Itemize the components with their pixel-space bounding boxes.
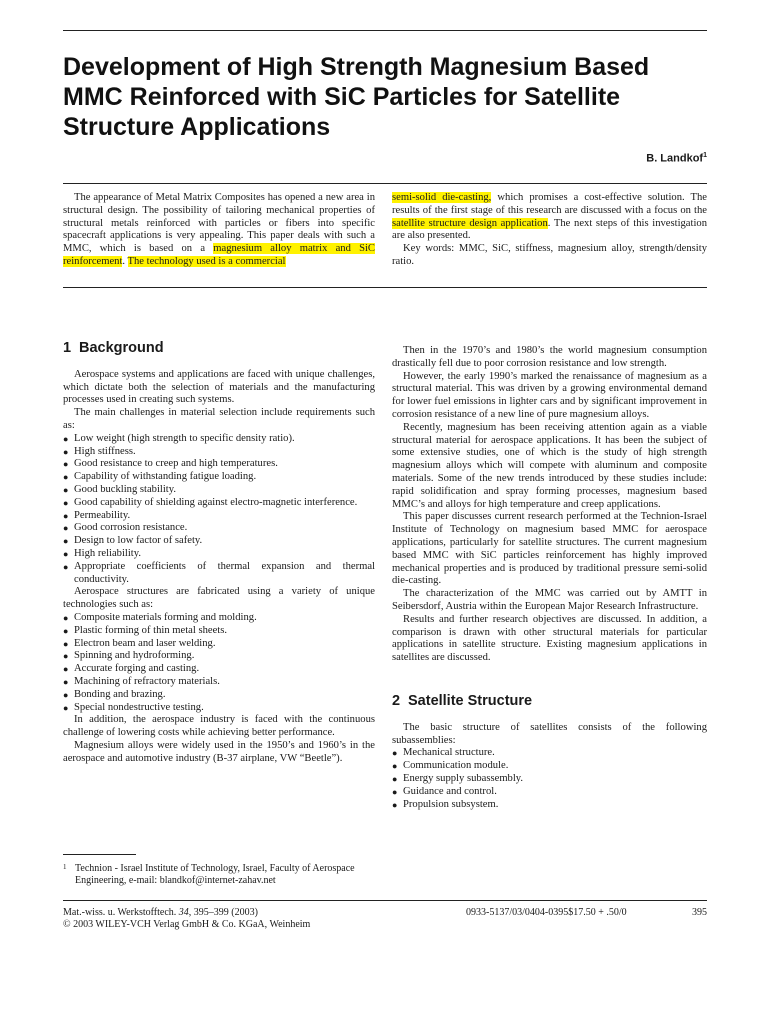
page-number: 395 <box>692 907 707 918</box>
list-item: ● Good capability of shielding against electro-magnetic interference. <box>63 496 358 508</box>
footnote-text: Technion - Israel Institute of Technology, Israel, Faculty of Aerospace Engineering, e-mail: blandkof@internet-zahav.net <box>75 863 355 886</box>
bullet-icon: ● <box>63 484 69 495</box>
list-item: ● Bonding and brazing. <box>63 688 166 700</box>
list-item: ● Design to low factor of safety. <box>63 535 203 547</box>
right-column <box>392 345 707 811</box>
abstract-highlight: magnesium alloy matrix and SiC reinforcement <box>63 243 375 267</box>
list-item: ● Low weight (high strength to specific density ratio). <box>63 432 295 444</box>
list-item: ● High stiffness. <box>63 445 136 457</box>
list-item: ● Good buckling stability. <box>63 483 177 495</box>
bullet-icon: ● <box>392 748 398 759</box>
top-rule <box>63 30 707 31</box>
bullet-icon: ● <box>63 446 69 457</box>
bullet-icon: ● <box>392 786 398 797</box>
bullet-icon: ● <box>63 676 69 687</box>
bullet-icon: ● <box>392 761 398 772</box>
list-item: ● Machining of refractory materials. <box>63 675 220 687</box>
author <box>646 152 707 165</box>
bullet-icon: ● <box>63 510 69 521</box>
section-number: 1 <box>63 340 72 356</box>
bullet-icon: ● <box>63 561 69 572</box>
list-item: ● Electron beam and laser welding. <box>63 637 216 649</box>
bullet-icon: ● <box>63 472 69 483</box>
bullet-icon: ● <box>63 702 69 713</box>
list-item: ● High reliability. <box>63 547 141 559</box>
abstract-text: . <box>122 255 128 267</box>
list-item: ● Appropriate coefficients of thermal expansion and thermal conductivity. <box>63 560 375 585</box>
subassemblies-list <box>392 747 707 811</box>
bullet-icon: ● <box>63 689 69 700</box>
section-number: 2 <box>392 692 401 709</box>
journal-volume: 34 <box>178 907 189 918</box>
article-title <box>63 52 713 142</box>
body-paragraph: The main challenges in material selection include requirements such as: <box>63 407 375 431</box>
bullet-icon: ● <box>392 773 398 784</box>
bullet-icon: ● <box>63 548 69 559</box>
author-name: B. Landkof <box>646 152 704 165</box>
footer-issn: 0933-5137/03/0404-0395$17.50 + .50/0 <box>466 907 627 918</box>
requirements-list <box>63 433 375 587</box>
list-item: ● Composite materials forming and molding. <box>63 611 257 623</box>
abstract-highlight: semi-solid die-casting, <box>392 192 492 203</box>
body-paragraph: The characterization of the MMC was carried out by AMTT in Seibersdorf, Austria within the European Major Research Infrastructure. <box>392 588 707 612</box>
title-line-1: Development of High Strength Magnesium Based <box>63 53 650 81</box>
bullet-icon: ● <box>63 536 69 547</box>
abstract-bottom-rule <box>63 287 707 288</box>
bullet-icon: ● <box>392 799 398 810</box>
section-heading-background <box>63 342 375 355</box>
body-paragraph: Magnesium alloys were widely used in the 1950’s and 1960’s in the aerospace and automotive industry (B-37 airplane, VW “Beetle”). <box>63 739 375 764</box>
abstract-left <box>63 192 375 269</box>
abstract-highlight: The technology used is a commercial <box>127 255 286 267</box>
footnote <box>63 863 375 887</box>
section-heading-satellite-structure <box>392 692 707 709</box>
list-item: ● Good resistance to creep and high temperatures. <box>63 458 278 470</box>
title-line-3: Structure Applications <box>63 113 331 141</box>
author-affiliation-mark: 1 <box>703 152 707 159</box>
abstract-paragraph <box>63 192 375 269</box>
abstract-text: The appearance of Metal Matrix Composites has opened a new area in structural design. The possibility of tailoring mechanical properties of structural metals reinforced with particles or fibers into specific spacecraft applications is very appealing. This paper deals with such a MMC, which is based on a <box>63 192 375 255</box>
list-item: ● Propulsion subsystem. <box>392 798 499 810</box>
footnote-rule <box>63 854 136 855</box>
body-paragraph: In addition, the aerospace industry is faced with the continuous challenge of lowering costs while achieving better performance. <box>63 714 375 739</box>
body-paragraph: Aerospace structures are fabricated using a variety of unique technologies such as: <box>63 586 375 611</box>
list-item: ● Spinning and hydroforming. <box>63 650 195 662</box>
section-title: Background <box>79 340 164 356</box>
list-item: ● Permeability. <box>63 509 131 521</box>
list-item: ● Energy supply subassembly. <box>392 772 524 784</box>
footer-citation <box>63 907 393 931</box>
list-item: ● Guidance and control. <box>392 785 497 797</box>
list-item: ● Capability of withstanding fatigue loading. <box>63 471 257 483</box>
bullet-icon: ● <box>63 433 69 444</box>
abstract-paragraph-cont <box>392 192 707 243</box>
title-line-2: MMC Reinforced with SiC Particles for Satellite <box>63 83 621 111</box>
abstract-highlight: satellite structure design application <box>392 217 548 229</box>
list-item: ● Special nondestructive testing. <box>63 701 204 713</box>
footnote-mark: 1 <box>63 863 67 871</box>
abstract-top-rule <box>63 183 707 184</box>
body-paragraph: Results and further research objectives are discussed. In addition, a comparison is drawn with other structural materials for particular applications in satellite structure. Existing magnesium applications in satellites are discussed. <box>392 613 707 664</box>
keywords: Key words: MMC, SiC, stiffness, magnesium alloy, strength/density ratio. <box>392 243 707 267</box>
body-paragraph: Then in the 1970’s and 1980’s the world magnesium consumption drastically fell due to poor corrosion resistance and low strength. <box>392 345 707 369</box>
bullet-icon: ● <box>63 638 69 649</box>
bullet-icon: ● <box>63 612 69 623</box>
bullet-icon: ● <box>63 459 69 470</box>
body-paragraph: Aerospace systems and applications are faced with unique challenges, which dictate both the selection of materials and the manufacturing processes used in creating such systems. <box>63 368 375 406</box>
bullet-icon: ● <box>63 497 69 508</box>
abstract-right <box>392 192 707 269</box>
bullet-icon: ● <box>63 523 69 534</box>
list-item: ● Accurate forging and casting. <box>63 663 200 675</box>
body-paragraph: Recently, magnesium has been receiving attention again as a viable structural material for aerospace applications. It has been the subject of some extensive studies, one of which is the study of high strength magnesium alloys which will compete with aluminum and composite materials. Some of the new trends introduced by these studies include: rapid solidification and spray forming processes, magnesium based MMC’s and alloys for high temperature and creep applications. <box>392 421 707 510</box>
list-item: ● Mechanical structure. <box>392 747 495 759</box>
copyright: © 2003 WILEY-VCH Verlag GmbH & Co. KGaA, Weinheim <box>63 919 311 930</box>
section-title: Satellite Structure <box>408 692 533 709</box>
list-item: ● Communication module. <box>392 760 509 772</box>
abstract-text: . The next steps of this investigation are also presented. <box>392 217 707 242</box>
list-item: ● Plastic forming of thin metal sheets. <box>63 624 227 636</box>
left-column <box>63 342 375 766</box>
bullet-icon: ● <box>63 651 69 662</box>
body-paragraph: This paper discusses current research performed at the Technion-Israel Institute of Technology on magnesium based MMC for aerospace applications, particularly for satellite structures. The current magnesium based MMC with SiC particles reinforcement has highly improved mechanical properties and is produced by traditional pressure semi-solid die-casting. <box>392 511 707 587</box>
footer-rule <box>63 900 707 901</box>
journal-citation: Mat.-wiss. u. Werkstofftech. 34, 395–399 (2003) <box>63 907 258 918</box>
bullet-icon: ● <box>63 664 69 675</box>
body-paragraph: However, the early 1990’s marked the renaissance of magnesium as a structural material. This was driven by a growing environmental demand for lower fuel emissions in lighter cars and by significant improvement in corrosion resistance of a new line of pure magnesium alloys. <box>392 370 707 420</box>
abstract-text: which promises a cost-effective solution. The results of the first stage of this research are discussed with a focus on the <box>392 192 708 216</box>
list-item: ● Good corrosion resistance. <box>63 522 188 534</box>
technologies-list <box>63 612 375 714</box>
body-paragraph: The basic structure of satellites consists of the following subassemblies: <box>392 721 707 746</box>
bullet-icon: ● <box>63 625 69 636</box>
